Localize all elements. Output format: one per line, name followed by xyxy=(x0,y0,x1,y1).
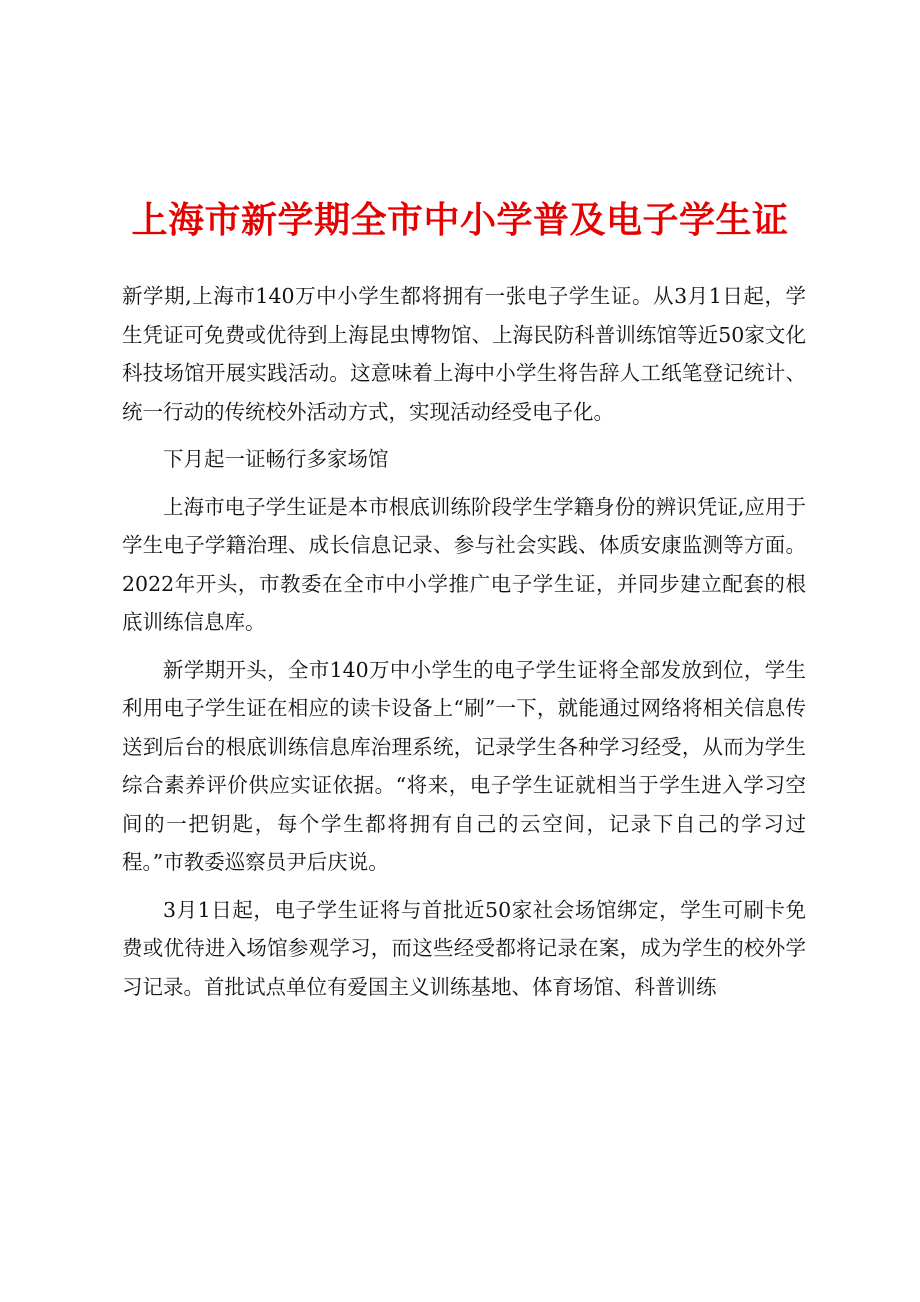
section-subheading: 下月起一证畅行多家场馆 xyxy=(163,447,389,471)
document-title: 上海市新学期全市中小学普及电子学生证 xyxy=(131,199,789,241)
document-body xyxy=(122,277,806,1015)
paragraph-venues: 3月1日起，电子学生证将与首批近50家社会场馆绑定，学生可刷卡免费或优待进入场馆参观学习，而这些经受都将记录在案，成为学生的校外学习记录。首批试点单位有爱国主义训练基地、体育场馆、科普训练 xyxy=(122,897,806,999)
paragraph-intro: 新学期,上海市140万中小学生都将拥有一张电子学生证。从3月1日起，学生凭证可免费或优待到上海昆虫博物馆、上海民防科普训练馆等近50家文化科技场馆开展实践活动。这意味着上海中小学生将告辞人工纸笔登记统计、统一行动的传统校外活动方式，实现活动经受电子化。 xyxy=(122,284,806,424)
paragraph-definition: 上海市电子学生证是本市根底训练阶段学生学籍身份的辨识凭证,应用于学生电子学籍治理、成长信息记录、参与社会实践、体质安康监测等方面。2022年开头，市教委在全市中小学推广电子学生证，并同步建立配套的根底训练信息库。 xyxy=(122,494,806,634)
paragraph-distribution: 新学期开头，全市140万中小学生的电子学生证将全部发放到位，学生利用电子学生证在相应的读卡设备上“刷”一下，就能通过网络将相关信息传送到后台的根底训练信息库治理系统，记录学生各种学习经受，从而为学生综合素养评价供应实证依据。“将来，电子学生证就相当于学生进入学习空间的一把钥匙，每个学生都将拥有自己的云空间，记录下自己的学习过程。”市教委巡察员尹后庆说。 xyxy=(122,657,806,874)
